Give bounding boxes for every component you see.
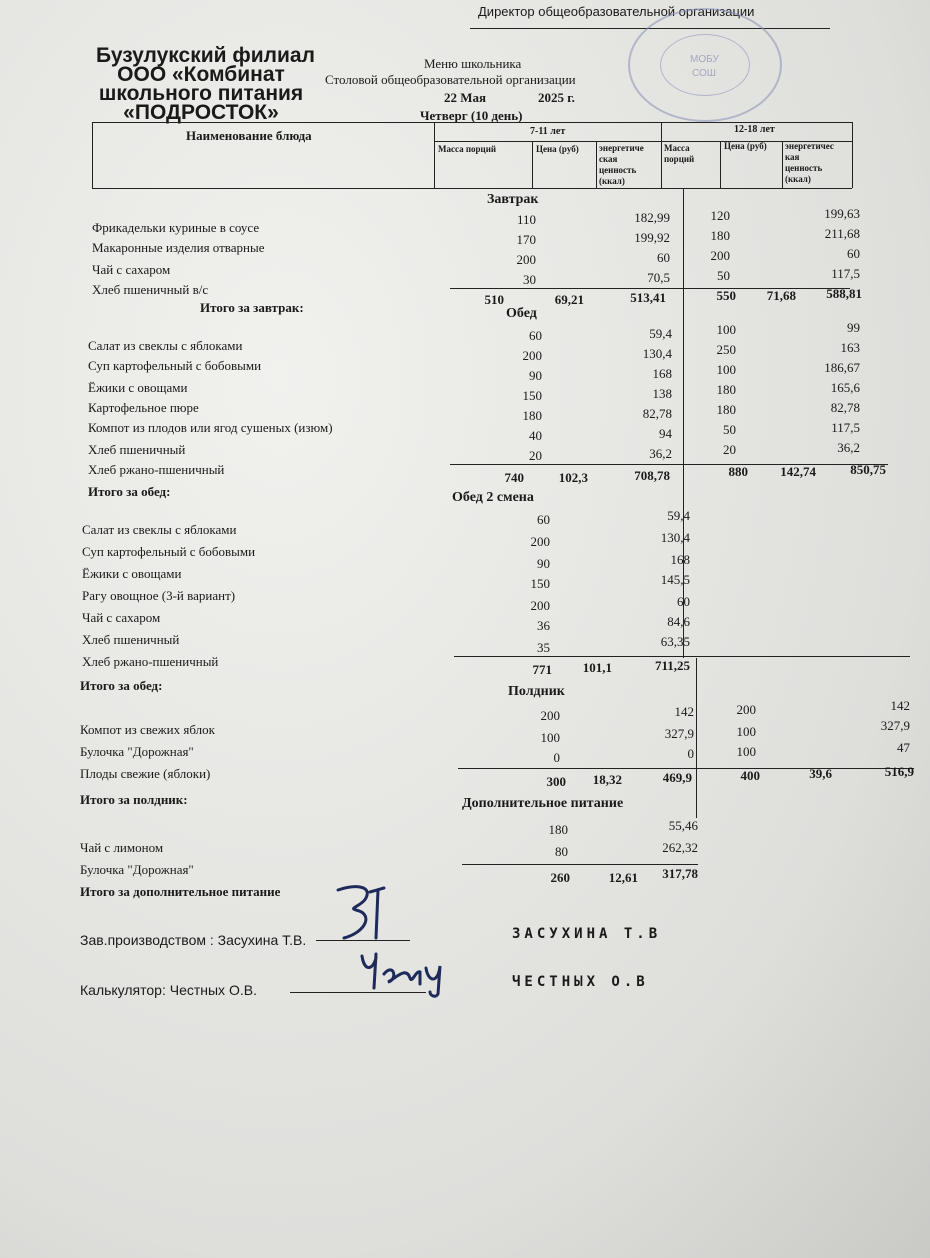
total-mass1: 260	[550, 870, 570, 885]
table-row-mass1: 60	[537, 512, 550, 527]
table-row-mass1: 90	[529, 368, 542, 383]
col-border-price2	[782, 141, 783, 188]
table-row-mass1: 60	[529, 328, 542, 343]
calculator-signature	[354, 948, 464, 998]
total-mass2: 400	[740, 768, 760, 783]
section-title-extra: Дополнительное питание	[462, 796, 624, 811]
menu-date-day: 22 Мая	[444, 90, 487, 105]
table-row-energy1: 142	[674, 704, 694, 719]
table-row-name: Компот из плодов или ягод сушеных (изюм)	[88, 420, 333, 435]
table-top-border	[92, 122, 852, 123]
table-row-mass1: 90	[537, 556, 550, 571]
table-row-energy2: 117,5	[831, 420, 860, 435]
table-row-name: Чай с лимоном	[80, 840, 164, 855]
table-row-energy1: 168	[652, 366, 672, 381]
table-row-name: Фрикадельки куриные в соусе	[92, 220, 260, 235]
table-row-mass1: 200	[516, 252, 536, 267]
col-border-price1	[596, 141, 597, 188]
section-title-lunch: Обед	[506, 306, 537, 321]
table-row-name: Макаронные изделия отварные	[92, 240, 265, 255]
production-name-stamp: ЗАСУХИНА Т.В	[512, 926, 662, 942]
total-energy2: 850,75	[850, 462, 886, 477]
col-border-mass2	[720, 141, 721, 188]
col-border-left	[92, 122, 93, 188]
table-row-mass2: 50	[717, 268, 730, 283]
section-title-breakfast: Завтрак	[487, 192, 539, 207]
table-row-mass1: 30	[523, 272, 536, 287]
total-price1: 18,32	[592, 772, 622, 787]
total-energy1: 513,41	[630, 290, 666, 305]
table-row-energy1: 84,6	[667, 614, 690, 629]
total-label-lunch: Итого за обед:	[88, 484, 171, 499]
table-row-energy2: 211,68	[824, 226, 860, 241]
table-row-name: Булочка "Дорожная"	[80, 744, 194, 759]
header-mass-1: Масса порций	[438, 144, 497, 154]
section-title-lunch-2: Обед 2 смена	[452, 490, 534, 505]
menu-subtitle: Столовой общеобразовательной организации	[325, 72, 576, 87]
section-title-snack: Полдник	[508, 684, 565, 699]
lunch2-total-rule	[454, 656, 910, 657]
total-mass1: 740	[504, 470, 524, 485]
production-manager-label: Зав.производством : Засухина Т.В.	[80, 932, 307, 948]
table-row-energy1: 145,5	[660, 572, 690, 587]
total-mass2: 550	[716, 288, 736, 303]
table-row-name: Ёжики с овощами	[82, 566, 182, 581]
table-row-energy1: 59,4	[649, 326, 672, 341]
table-row-name: Хлеб ржано-пшеничный	[88, 462, 225, 477]
table-row-mass2: 200	[736, 702, 756, 717]
table-row-mass2: 50	[723, 422, 736, 437]
table-row-energy1: 94	[659, 426, 672, 441]
table-row-energy2: 47	[897, 740, 910, 755]
table-row-mass1: 200	[522, 348, 542, 363]
table-row-mass2: 20	[723, 442, 736, 457]
table-row-name: Хлеб пшеничный в/с	[92, 282, 209, 297]
menu-date-year: 2025 г.	[538, 90, 575, 105]
table-row-energy2: 36,2	[837, 440, 860, 455]
total-price1: 102,3	[558, 470, 588, 485]
header-energy-1-l4: (ккал)	[599, 176, 625, 186]
calculator-label: Калькулятор: Честных О.В.	[80, 982, 257, 998]
table-row-mass2: 180	[710, 228, 730, 243]
total-energy1: 711,25	[654, 658, 690, 673]
production-signature	[326, 880, 406, 946]
table-row-mass1: 150	[530, 576, 550, 591]
total-mass1: 510	[484, 292, 504, 307]
table-row-mass1: 0	[553, 750, 560, 765]
header-mass-2-l2: порций	[664, 154, 695, 164]
menu-title: Меню школьника	[424, 56, 522, 71]
total-price2: 39,6	[809, 766, 832, 781]
table-row-name: Суп картофельный с бобовыми	[82, 544, 256, 559]
table-row-name: Картофельное пюре	[88, 400, 199, 415]
org-name-line-1: Бузулукский филиал	[96, 44, 315, 67]
table-row-energy2: 163	[840, 340, 860, 355]
table-header-bottom	[92, 188, 852, 189]
col-border-dish	[434, 122, 435, 188]
table-row-energy2: 199,63	[824, 206, 860, 221]
calculator-name-stamp: ЧЕСТНЫХ О.В	[512, 974, 649, 990]
header-age-7-11: 7-11 лет	[530, 126, 566, 137]
table-row-mass1: 170	[516, 232, 536, 247]
total-energy1: 469,9	[662, 770, 692, 785]
total-energy2: 588,81	[826, 286, 862, 301]
org-name-line-3: школьного питания	[98, 82, 304, 105]
table-row-mass2: 180	[716, 402, 736, 417]
total-energy2: 516,9	[884, 764, 914, 779]
table-row-energy1: 70,5	[647, 270, 670, 285]
total-price1: 101,1	[582, 660, 612, 675]
total-energy1: 708,78	[634, 468, 670, 483]
table-row-energy1: 0	[687, 746, 694, 761]
table-row-mass1: 180	[522, 408, 542, 423]
table-row-energy2: 142	[890, 698, 910, 713]
total-label-breakfast: Итого за завтрак:	[200, 300, 304, 315]
col-border-age	[661, 122, 662, 188]
table-row-name: Салат из свеклы с яблоками	[82, 522, 237, 537]
table-row-mass1: 200	[540, 708, 560, 723]
table-row-name: Чай с сахаром	[82, 610, 161, 625]
table-row-energy1: 63,35	[660, 634, 690, 649]
total-label-snack: Итого за полдник:	[80, 792, 188, 807]
extra-total-rule	[462, 864, 698, 865]
table-row-name: Компот из свежих яблок	[80, 722, 215, 737]
header-energy-1-l3: ценность	[599, 165, 637, 175]
table-row-energy2: 60	[847, 246, 860, 261]
table-row-energy1: 138	[652, 386, 672, 401]
table-row-mass1: 36	[537, 618, 550, 633]
seal-text-1: МОБУ	[690, 54, 719, 65]
table-row-mass2: 180	[716, 382, 736, 397]
total-price2: 71,68	[766, 288, 796, 303]
table-row-mass1: 150	[522, 388, 542, 403]
table-row-name: Хлеб ржано-пшеничный	[82, 654, 219, 669]
total-mass2: 880	[728, 464, 748, 479]
table-row-mass1: 80	[555, 844, 568, 859]
total-mass1: 300	[546, 774, 566, 789]
header-energy-1-l1: энергетиче	[599, 143, 644, 153]
header-energy-2-l2: кая	[785, 152, 800, 162]
org-name-line-2: ООО «Комбинат	[117, 63, 285, 86]
table-row-energy1: 59,4	[667, 508, 690, 523]
table-row-name: Чай с сахаром	[92, 262, 171, 277]
table-row-mass1: 180	[548, 822, 568, 837]
organization-seal	[628, 8, 782, 122]
total-label-lunch-2: Итого за обед:	[80, 678, 163, 693]
header-dish-name: Наименование блюда	[186, 128, 312, 143]
table-row-name: Салат из свеклы с яблоками	[88, 338, 243, 353]
header-energy-1-l2: ская	[599, 154, 618, 164]
table-row-energy1: 82,78	[642, 406, 672, 421]
table-row-mass1: 20	[529, 448, 542, 463]
table-row-energy2: 186,67	[824, 360, 860, 375]
total-price1: 69,21	[554, 292, 584, 307]
table-row-energy2: 99	[847, 320, 860, 335]
header-energy-2-l4: (ккал)	[785, 174, 811, 184]
table-row-mass1: 40	[529, 428, 542, 443]
table-row-energy1: 262,32	[662, 840, 698, 855]
total-price1: 12,61	[608, 870, 638, 885]
table-row-mass2: 200	[710, 248, 730, 263]
snack-total-rule	[458, 768, 914, 769]
table-row-mass2: 250	[716, 342, 736, 357]
total-label-extra: Итого за дополнительное питание	[80, 884, 281, 899]
table-row-energy2: 165,6	[830, 380, 860, 395]
table-row-mass1: 200	[530, 598, 550, 613]
table-row-name: Ёжики с овощами	[88, 380, 188, 395]
table-row-energy1: 55,46	[668, 818, 698, 833]
table-row-energy1: 60	[677, 594, 690, 609]
table-row-energy1: 168	[670, 552, 690, 567]
table-row-energy1: 36,2	[649, 446, 672, 461]
table-row-mass1: 200	[530, 534, 550, 549]
header-price-2: Цена (руб)	[724, 141, 767, 151]
table-row-energy1: 130,4	[642, 346, 672, 361]
table-row-mass2: 100	[736, 724, 756, 739]
body-age-divider-lower	[696, 658, 697, 818]
total-energy1: 317,78	[662, 866, 698, 881]
table-row-mass1: 110	[516, 212, 536, 227]
table-row-energy1: 182,99	[634, 210, 670, 225]
table-row-energy1: 199,92	[634, 230, 670, 245]
table-row-energy1: 130,4	[660, 530, 690, 545]
table-row-energy1: 60	[657, 250, 670, 265]
table-row-energy1: 327,9	[664, 726, 694, 741]
table-row-energy2: 82,78	[830, 400, 860, 415]
table-row-mass2: 100	[716, 362, 736, 377]
table-row-mass2: 100	[716, 322, 736, 337]
header-energy-2-l1: энергетичес	[785, 141, 834, 151]
table-row-name: Хлеб пшеничный	[88, 442, 186, 457]
header-age-12-18: 12-18 лет	[734, 124, 775, 135]
org-name-line-4: «ПОДРОСТОК»	[123, 101, 279, 124]
header-price-1: Цена (руб)	[536, 144, 579, 154]
table-row-mass1: 100	[540, 730, 560, 745]
table-row-name: Булочка "Дорожная"	[80, 862, 194, 877]
total-mass1: 771	[532, 662, 552, 677]
header-energy-2-l3: ценность	[785, 163, 823, 173]
table-row-mass2: 100	[736, 744, 756, 759]
table-row-energy2: 117,5	[831, 266, 860, 281]
director-approval-line: Директор общеобразовательной организации	[478, 4, 755, 19]
table-row-name: Плоды свежие (яблоки)	[80, 766, 211, 781]
table-row-mass2: 120	[710, 208, 730, 223]
table-row-name: Рагу овощное (3-й вариант)	[82, 588, 236, 603]
col-border-right	[852, 122, 853, 188]
total-price2: 142,74	[780, 464, 816, 479]
menu-weekday: Четверг (10 день)	[420, 108, 523, 123]
col-border-mass1	[532, 141, 533, 188]
table-row-mass1: 35	[537, 640, 550, 655]
seal-text-2: СОШ	[692, 68, 716, 79]
table-row-name: Суп картофельный с бобовыми	[88, 358, 262, 373]
table-row-energy2: 327,9	[880, 718, 910, 733]
table-row-name: Хлеб пшеничный	[82, 632, 180, 647]
header-mass-2-l1: Масса	[664, 143, 690, 153]
